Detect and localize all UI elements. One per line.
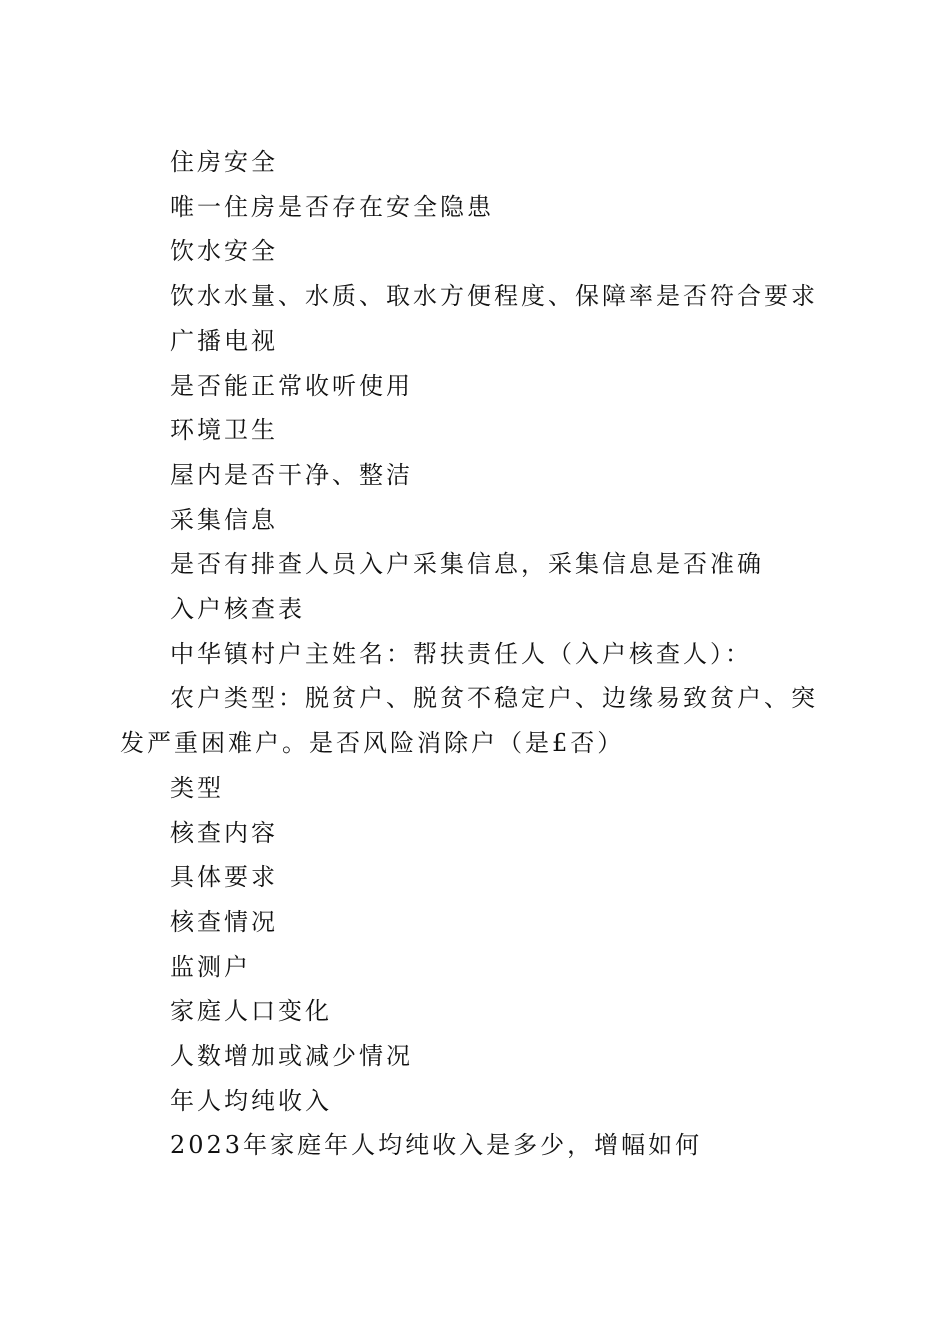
form-header-names: 中华镇村户主姓名：帮扶责任人（入户核查人）： [170, 639, 752, 668]
requirement-hygiene: 屋内是否干净、整洁 [170, 460, 413, 489]
item-income: 年人均纯收入 [170, 1086, 332, 1115]
requirement-income: 2023年家庭年人均纯收入是多少，增幅如何 [170, 1131, 703, 1160]
item-population: 家庭人口变化 [170, 997, 332, 1026]
column-type: 类型 [170, 773, 224, 802]
section-heading-broadcast: 广播电视 [170, 326, 278, 355]
requirement-water: 饮水水量、水质、取水方便程度、保障率是否符合要求 [170, 282, 818, 311]
section-heading-info: 采集信息 [170, 505, 278, 534]
section-heading-housing: 住房安全 [170, 148, 278, 176]
column-content: 核查内容 [170, 818, 278, 847]
requirement-broadcast: 是否能正常收听使用 [170, 371, 413, 400]
column-status: 核查情况 [170, 907, 278, 936]
section-heading-water: 饮水安全 [170, 237, 278, 266]
document-body [120, 140, 830, 1168]
requirement-population: 人数增加或减少情况 [170, 1042, 413, 1071]
form-household-type: 农户类型：脱贫户、脱贫不稳定户、边缘易致贫户、突发严重困难户。是否风险消除户（是£否） [120, 684, 818, 758]
section-heading-hygiene: 环境卫生 [170, 416, 278, 445]
category-monitored: 监测户 [170, 952, 251, 981]
column-requirement: 具体要求 [170, 863, 278, 892]
form-title: 入户核查表 [170, 595, 305, 624]
requirement-info: 是否有排查人员入户采集信息，采集信息是否准确 [170, 550, 764, 579]
requirement-housing: 唯一住房是否存在安全隐患 [170, 192, 494, 221]
